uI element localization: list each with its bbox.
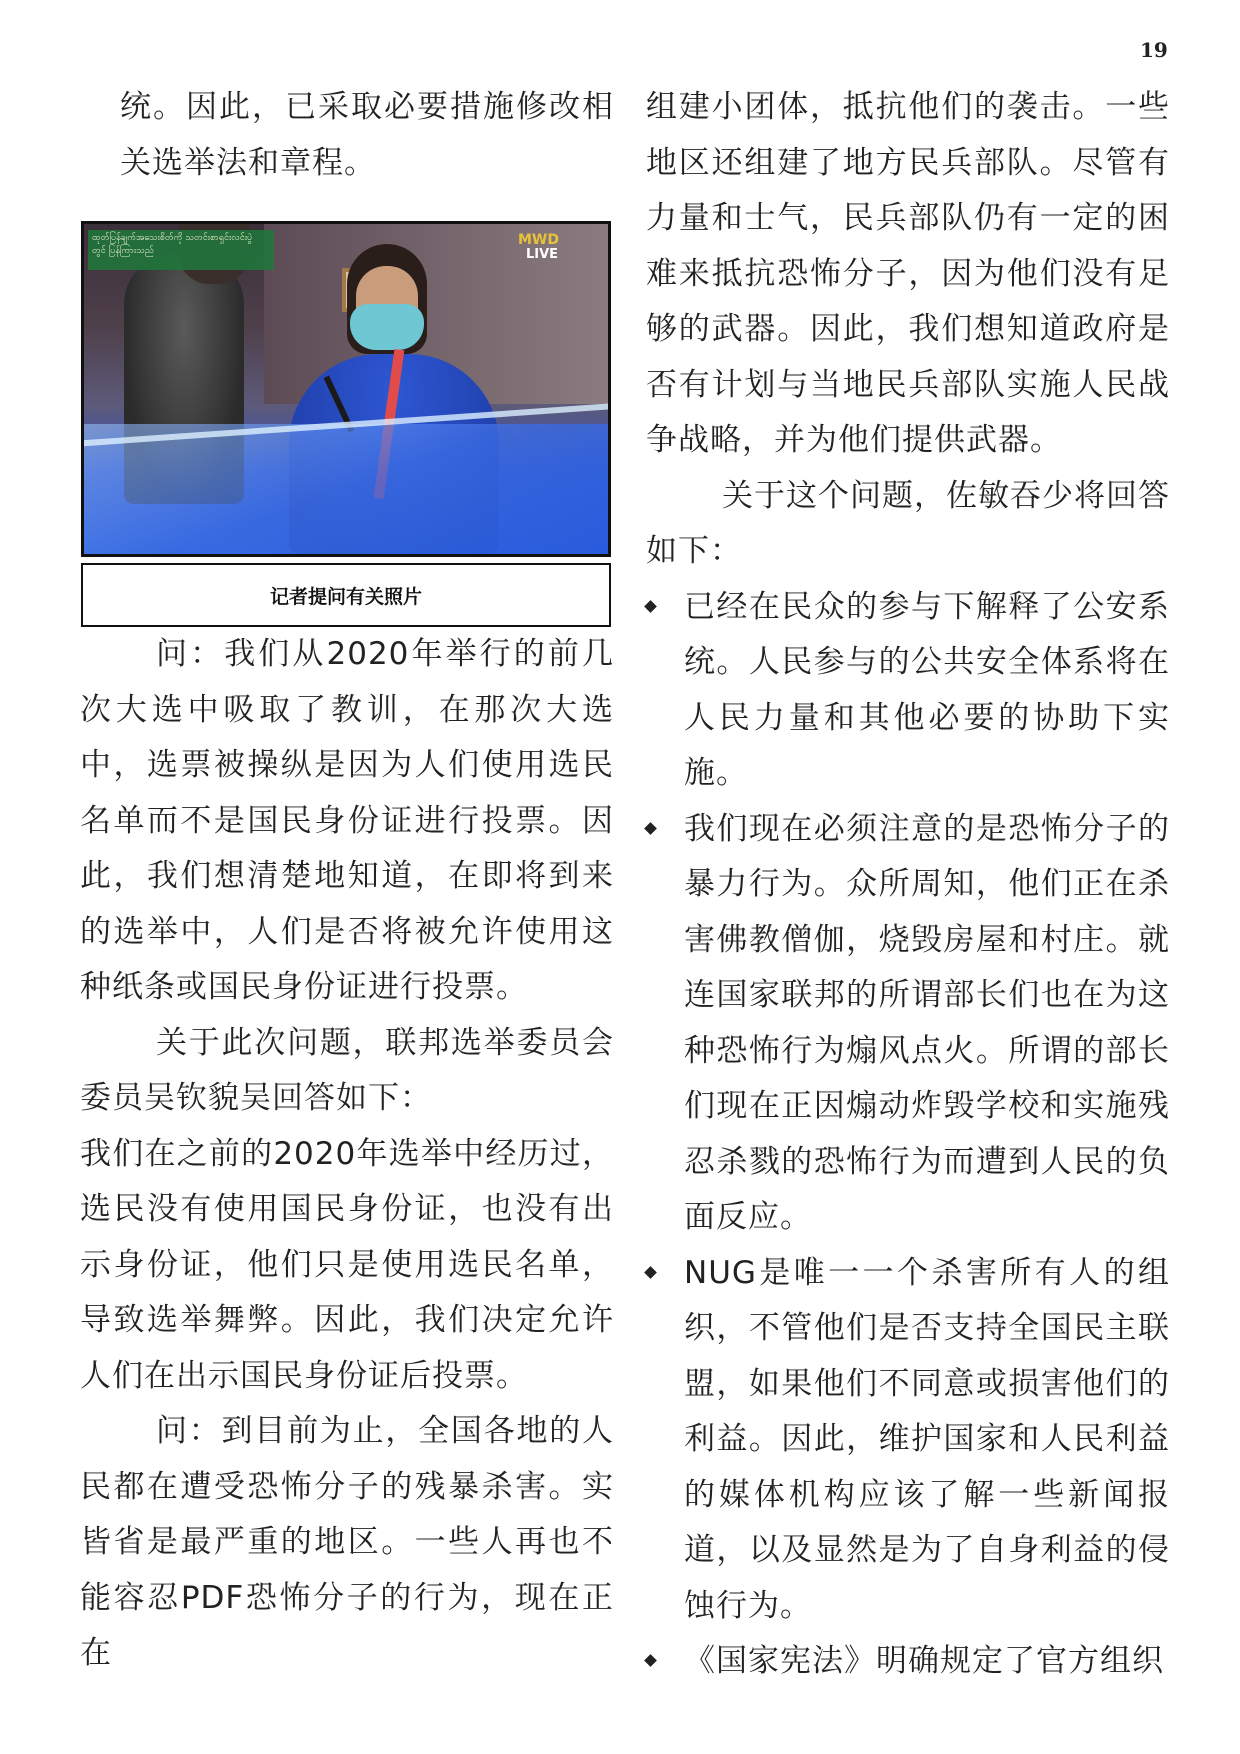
photo-caption: 记者提问有关照片	[81, 563, 611, 627]
bullet-text: 已经在民众的参与下解释了公安系统。人民参与的公共安全体系将在人民力量和其他必要的协助下实施。	[684, 588, 1170, 791]
bullet-text: NUG是唯一一个杀害所有人的组织，不管他们是否支持全国民主联盟，如果他们不同意或损害他们的利益。因此，维护国家和人民利益的媒体机构应该了解一些新闻报道，以及显然是为了自身利益的侵蚀行为。	[684, 1254, 1170, 1624]
intro-paragraph: 统。因此，已采取必要措施修改相关选举法和章程。	[120, 89, 614, 181]
answer-bullet-list	[646, 580, 1170, 1690]
list-item	[646, 1246, 1170, 1635]
bullet-text: 《国家宪法》明确规定了官方组织	[684, 1643, 1164, 1679]
question-paragraph-2: 问：到目前为止，全国各地的人民都在遭受恐怖分子的残暴杀害。实皆省是最严重的地区。一些人再也不能容忍PDF恐怖分子的行为，现在正在	[80, 1413, 614, 1671]
face-mask	[350, 304, 424, 350]
diamond-bullet-icon	[644, 600, 657, 613]
right-column	[646, 80, 1170, 1690]
answer-intro-paragraph: 关于此次问题，联邦选举委员会委员吴钦貌吴回答如下：	[80, 1024, 614, 1116]
list-item	[646, 580, 1170, 802]
page-number: 19	[1140, 38, 1168, 62]
question-continuation-paragraph: 组建小团体，抵抗他们的袭击。一些地区还组建了地方民兵部队。尽管有力量和士气，民兵部队仍有一定的困难来抵抗恐怖分子，因为他们没有足够的武器。因此，我们想知道政府是否有计划与当地民兵部队实施人民战争战略，并为他们提供武器。	[646, 89, 1170, 458]
broadcast-logo	[518, 232, 602, 266]
question-paragraph: 问：我们从2020年举行的前几次大选中吸取了教训，在那次大选中，选票被操纵是因为人们使用选民名单而不是国民身份证进行投票。因此，我们想清楚地知道，在即将到来的选举中，人们是否将被允许使用这种纸条或国民身份证进行投票。	[80, 636, 614, 1005]
diamond-bullet-icon	[644, 1266, 657, 1279]
left-column	[80, 80, 614, 1682]
live-label: LIVE	[526, 247, 559, 262]
list-item	[646, 802, 1170, 1246]
broadcast-overlay-text: ထုတ်ပြန်ချက်အသေးစိတ်ကို သတင်းစာရှင်းလင်းပွဲ တွင် ပြန်ကြားသည်	[88, 230, 274, 270]
answer-paragraph: 我们在之前的2020年选举中经历过，选民没有使用国民身份证，也没有出示身份证，他们只是使用选民名单，导致选举舞弊。因此，我们决定允许人们在出示国民身份证后投票。	[80, 1135, 614, 1394]
diamond-bullet-icon	[644, 822, 657, 835]
plastic-shield	[84, 424, 608, 554]
press-conference-photo	[81, 221, 611, 557]
diamond-bullet-icon	[644, 1654, 657, 1667]
logo-text: MWD	[518, 232, 559, 248]
bullet-text: 我们现在必须注意的是恐怖分子的暴力行为。众所周知，他们正在杀害佛教僧伽，烧毁房屋和村庄。就连国家联邦的所谓部长们也在为这种恐怖行为煽风点火。所谓的部长们现在正因煽动炸毁学校和实施残忍杀戮的恐怖行为而遭到人民的负面反应。	[684, 810, 1170, 1235]
list-item	[646, 1634, 1170, 1690]
answer-intro-paragraph-2: 关于这个问题，佐敏吞少将回答如下：	[646, 477, 1170, 569]
